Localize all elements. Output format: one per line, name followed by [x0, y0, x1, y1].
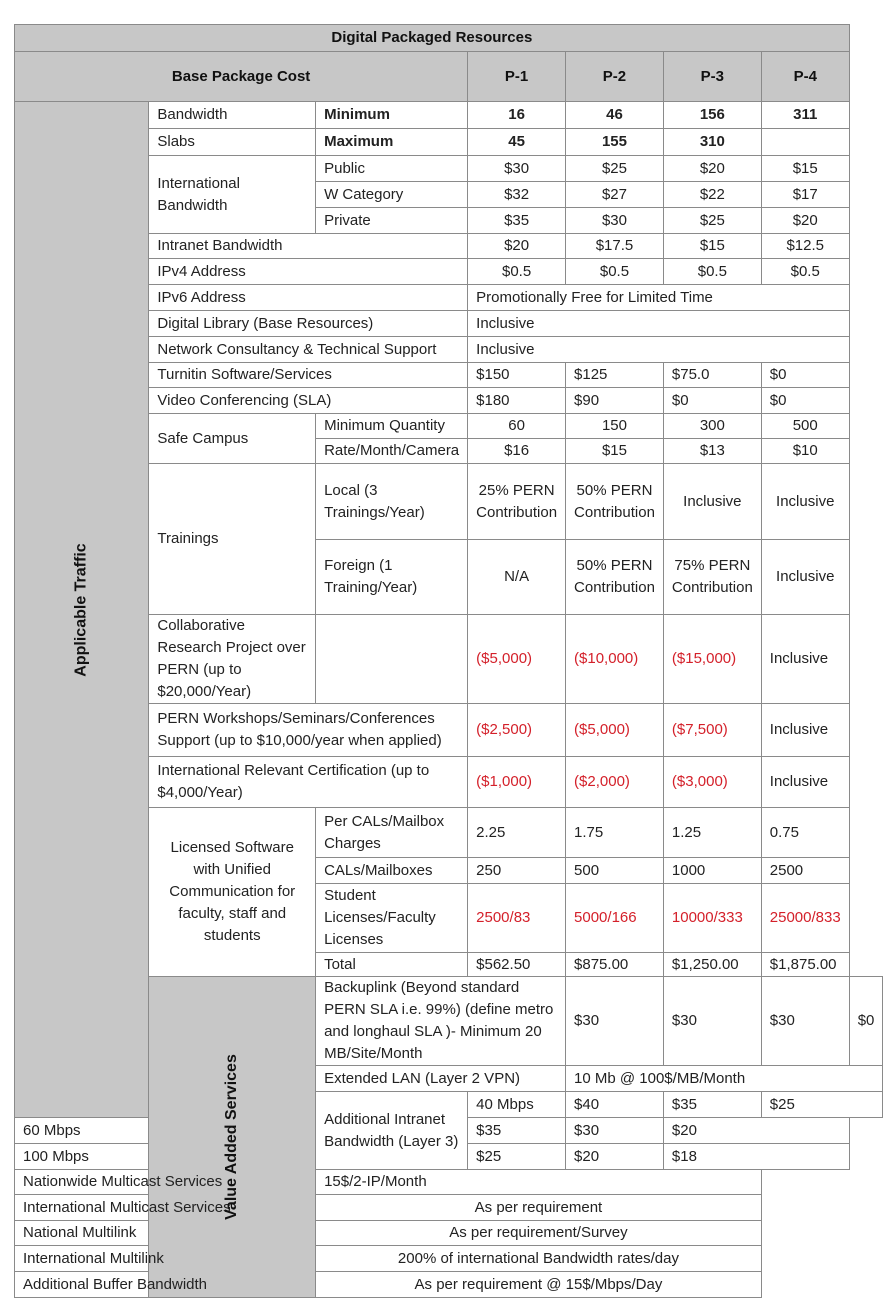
cell: Inclusive [663, 464, 761, 540]
national-multilink-label: National Multilink [15, 1221, 316, 1246]
cell: $32 [468, 182, 566, 208]
cell: $27 [566, 182, 664, 208]
nationwide-multicast-label: Nationwide Multicast Services [15, 1170, 316, 1195]
cell: $20 [663, 1118, 849, 1144]
cell: 1000 [663, 858, 761, 884]
licensed-software-label: Licensed Software with Unified Communication for faculty, staff and students [149, 808, 316, 977]
header-p4: P-4 [761, 52, 849, 102]
cell: 60 [468, 414, 566, 439]
cell: 2500 [761, 858, 849, 884]
sub-label: Private [316, 208, 468, 234]
cell: $0.5 [468, 259, 566, 285]
cell: $875.00 [566, 953, 664, 977]
cell: $0.5 [566, 259, 664, 285]
digital-library-label: Digital Library (Base Resources) [149, 311, 468, 337]
cell: 0.75 [761, 808, 849, 858]
cell: 46 [566, 102, 664, 129]
trainings-label: Trainings [149, 464, 316, 615]
cell: As per requirement/Survey [316, 1221, 762, 1246]
cell: 2.25 [468, 808, 566, 858]
sub-label: Public [316, 156, 468, 182]
international-multilink-label: International Multilink [15, 1246, 316, 1272]
cell: 45 [468, 129, 566, 156]
cell: $25 [761, 1092, 883, 1118]
cell: $30 [566, 208, 664, 234]
cell: $12.5 [761, 234, 849, 259]
cell: 1.25 [663, 808, 761, 858]
cell: Inclusive [761, 757, 849, 808]
cell: ($3,000) [663, 757, 761, 808]
cell: $0.5 [663, 259, 761, 285]
cell [761, 129, 849, 156]
ipv4-label: IPv4 Address [149, 259, 468, 285]
cell: $20 [468, 234, 566, 259]
cell: $20 [761, 208, 849, 234]
sub-label: 60 Mbps [15, 1118, 149, 1144]
cell: 25000/833 [761, 884, 849, 953]
bandwidth-label: Bandwidth [149, 102, 316, 129]
cell: $0.5 [761, 259, 849, 285]
table-title: Digital Packaged Resources [15, 25, 850, 52]
empty-cell [316, 615, 468, 704]
cell: 310 [663, 129, 761, 156]
additional-intranet-label: Additional Intranet Bandwidth (Layer 3) [316, 1092, 468, 1170]
cell: $30 [468, 156, 566, 182]
cell: $150 [468, 363, 566, 388]
cell: $1,875.00 [761, 953, 849, 977]
certification-label: International Relevant Certification (up to $4,000/Year) [149, 757, 468, 808]
sub-label: CALs/Mailboxes [316, 858, 468, 884]
cell: $30 [566, 977, 664, 1066]
cell: $18 [663, 1144, 849, 1170]
cell: $0 [761, 388, 849, 414]
international-multicast-label: International Multicast Services [15, 1195, 316, 1221]
cell: $15 [761, 156, 849, 182]
cell: $35 [468, 208, 566, 234]
header-p3: P-3 [663, 52, 761, 102]
cell: Inclusive [468, 337, 850, 363]
cell: 500 [761, 414, 849, 439]
cell: $90 [566, 388, 664, 414]
cell: ($1,000) [468, 757, 566, 808]
video-conferencing-label: Video Conferencing (SLA) [149, 388, 468, 414]
backuplink-label: Backuplink (Beyond standard PERN SLA i.e. 99%) (define metro and longhaul SLA )- Minimum 20 MB/Site/Month [316, 977, 566, 1066]
cell: 16 [468, 102, 566, 129]
pricing-table [14, 24, 883, 1298]
cell: 300 [663, 414, 761, 439]
cell: ($10,000) [566, 615, 664, 704]
workshops-label: PERN Workshops/Seminars/Conferences Support (up to $10,000/year when applied) [149, 704, 468, 757]
sub-label: Foreign (1 Training/Year) [316, 540, 468, 615]
network-consultancy-label: Network Consultancy & Technical Support [149, 337, 468, 363]
cell: ($15,000) [663, 615, 761, 704]
cell: N/A [468, 540, 566, 615]
international-bandwidth-label: International Bandwidth [149, 156, 316, 234]
sub-label: Total [316, 953, 468, 977]
cell: ($7,500) [663, 704, 761, 757]
cell: $30 [566, 1118, 664, 1144]
cell: Promotionally Free for Limited Time [468, 285, 850, 311]
cell: 500 [566, 858, 664, 884]
cell: ($2,000) [566, 757, 664, 808]
cell: $0 [663, 388, 761, 414]
cell: $0 [761, 363, 849, 388]
cell: $30 [663, 977, 761, 1066]
cell: $10 [761, 439, 849, 464]
extended-lan-label: Extended LAN (Layer 2 VPN) [316, 1066, 566, 1092]
cell: $180 [468, 388, 566, 414]
cell: 10 Mb @ 100$/MB/Month [566, 1066, 883, 1092]
cell: $15 [663, 234, 761, 259]
cell: 10000/333 [663, 884, 761, 953]
cell: Inclusive [468, 311, 850, 337]
cell: $17.5 [566, 234, 664, 259]
header-p2: P-2 [566, 52, 664, 102]
sub-label: Rate/Month/Camera [316, 439, 468, 464]
cell: $30 [761, 977, 849, 1066]
cell: 200% of international Bandwidth rates/day [316, 1246, 762, 1272]
cell: 311 [761, 102, 849, 129]
cell: $25 [663, 208, 761, 234]
cell: 250 [468, 858, 566, 884]
sub-label: Student Licenses/Faculty Licenses [316, 884, 468, 953]
cell: $125 [566, 363, 664, 388]
sub-label: 40 Mbps [468, 1092, 566, 1118]
cell: 75% PERN Contribution [663, 540, 761, 615]
cell: $22 [663, 182, 761, 208]
cell: $35 [468, 1118, 566, 1144]
cell: $75.0 [663, 363, 761, 388]
cell: $562.50 [468, 953, 566, 977]
cell: ($5,000) [468, 615, 566, 704]
cell: 25% PERN Contribution [468, 464, 566, 540]
safe-campus-label: Safe Campus [149, 414, 316, 464]
cell: 50% PERN Contribution [566, 540, 664, 615]
cell: $15 [566, 439, 664, 464]
cell: 1.75 [566, 808, 664, 858]
cell: 155 [566, 129, 664, 156]
cell: Inclusive [761, 615, 849, 704]
cell: $13 [663, 439, 761, 464]
cell: As per requirement [316, 1195, 762, 1221]
cell: $1,250.00 [663, 953, 761, 977]
cell: $16 [468, 439, 566, 464]
sub-label: Per CALs/Mailbox Charges [316, 808, 468, 858]
cell: ($5,000) [566, 704, 664, 757]
section-applicable-traffic: Applicable Traffic [15, 102, 149, 1118]
additional-buffer-label: Additional Buffer Bandwidth [15, 1272, 316, 1298]
cell: $20 [663, 156, 761, 182]
intranet-bandwidth-label: Intranet Bandwidth [149, 234, 468, 259]
cell: $17 [761, 182, 849, 208]
cell: $0 [849, 977, 883, 1066]
cell: 50% PERN Contribution [566, 464, 664, 540]
header-p1: P-1 [468, 52, 566, 102]
cell: 15$/2-IP/Month [316, 1170, 762, 1195]
cell: $25 [566, 156, 664, 182]
ipv6-label: IPv6 Address [149, 285, 468, 311]
cell: $25 [468, 1144, 566, 1170]
sub-label: W Category [316, 182, 468, 208]
cell: $20 [566, 1144, 664, 1170]
cell: As per requirement @ 15$/Mbps/Day [316, 1272, 762, 1298]
sub-label: Local (3 Trainings/Year) [316, 464, 468, 540]
cell: 156 [663, 102, 761, 129]
minimum-label: Minimum [316, 102, 468, 129]
base-package-cost-header: Base Package Cost [15, 52, 468, 102]
collaborative-research-label: Collaborative Research Project over PERN (up to $20,000/Year) [149, 615, 316, 704]
cell: Inclusive [761, 464, 849, 540]
sub-label: 100 Mbps [15, 1144, 149, 1170]
cell: $35 [663, 1092, 761, 1118]
cell: 150 [566, 414, 664, 439]
cell: ($2,500) [468, 704, 566, 757]
cell: Inclusive [761, 540, 849, 615]
section-value-added-services: Value Added Services [149, 977, 316, 1298]
slabs-label: Slabs [149, 129, 316, 156]
turnitin-label: Turnitin Software/Services [149, 363, 468, 388]
cell: 5000/166 [566, 884, 664, 953]
cell: $40 [566, 1092, 664, 1118]
sub-label: Minimum Quantity [316, 414, 468, 439]
cell: Inclusive [761, 704, 849, 757]
cell: 2500/83 [468, 884, 566, 953]
maximum-label: Maximum [316, 129, 468, 156]
